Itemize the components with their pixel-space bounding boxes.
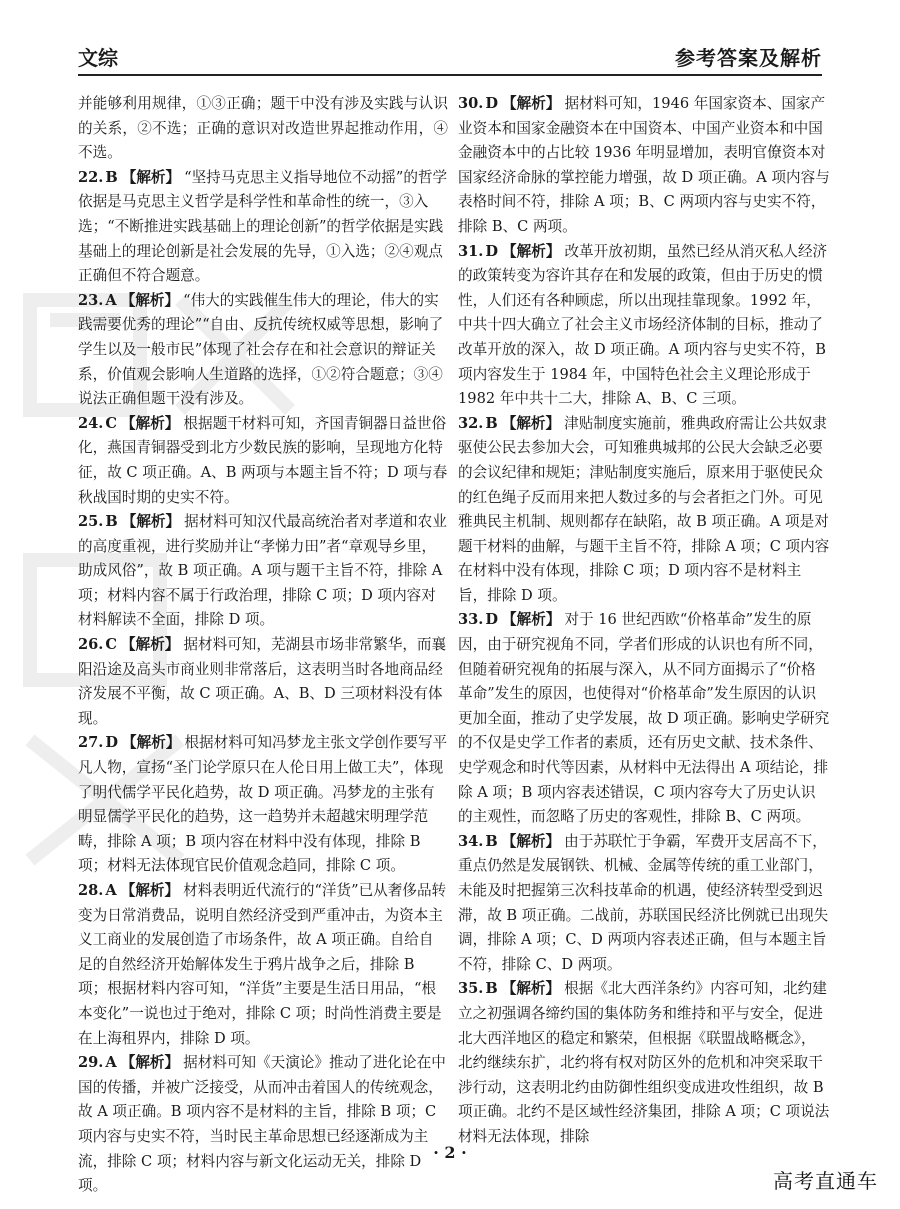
page-number: · 2 · [433, 1143, 467, 1162]
analysis-text: 据材料可知，芜湖县市场非常繁华，而襄阳沿途及高头市商业则非常落后，这表明当时各地商品经济发展不平衡，故 C 项正确。A、B、D 三项材料没有体现。 [78, 636, 447, 727]
question-number: 22. [78, 168, 104, 186]
right-answer-list [458, 92, 830, 1150]
analysis-text: 根据《北大西洋条约》内容可知，北约建立之初强调各缔约国的集体防务和维持和平与安全，促进北大西洋地区的稳定和繁荣，但根据《联盟战略概念》，北约继续东扩，北约将有权对防区外的危机和冲突采取干涉行动，这表明北约由防御性组织变成进攻性组织，故 B 项正确。北约不是区域性经济集团，排除 A 项；C 项说法材料无法体现，排除 [458, 980, 830, 1145]
answer-item [458, 92, 830, 240]
answer-item [78, 1051, 448, 1199]
answer-letter: D [485, 611, 499, 629]
analysis-tag: 【解析】 [502, 611, 561, 629]
left-column [78, 92, 448, 1199]
analysis-tag: 【解析】 [501, 414, 561, 432]
answer-letter: C [105, 414, 118, 432]
analysis-tag: 【解析】 [121, 636, 180, 654]
analysis-tag: 【解析】 [502, 95, 561, 112]
analysis-text: 据材料可知，1946 年国家资本、国家产业资本和国家金融资本在中国资本、中国产业资本和中国金融资本中的占比较 1936 年明显增加，表明官僚资本对国家经济命脉的掌控能力增强，故 D 项正确。A 项内容与表格时间不符，排除 A 项；B、C 两项内容与史实不符，排除 B、C 两项。 [458, 95, 830, 235]
answer-letter: C [105, 636, 118, 654]
answer-item [458, 412, 830, 609]
analysis-tag: 【解析】 [120, 1054, 180, 1072]
answer-item [78, 412, 448, 510]
analysis-tag: 【解析】 [502, 242, 561, 260]
analysis-tag: 【解析】 [122, 734, 181, 752]
question-number: 24. [78, 414, 104, 432]
analysis-tag: 【解析】 [121, 168, 181, 186]
corner-watermark: 高考直通车 [773, 1169, 878, 1193]
answer-letter: B [485, 414, 498, 432]
left-lead-paragraph: 并能够利用规律，①③正确；题干中没有涉及实践与认识的关系，②不选；正确的意识对改造世界起推动作用，④不选。 [78, 95, 448, 162]
analysis-tag: 【解析】 [501, 832, 561, 850]
answer-item [458, 608, 830, 829]
left-answer-list [78, 166, 448, 1199]
analysis-text: 根据题干材料可知，齐国青铜器日益世俗化，燕国青铜器受到北方少数民族的影响，呈现地方化特征，故 C 项正确。A、B 两项与本题主旨不符；D 项与春秋战国时期的史实不符。 [78, 414, 448, 506]
answer-letter: B [485, 832, 498, 850]
analysis-tag: 【解析】 [121, 414, 180, 432]
analysis-text: 由于苏联忙于争霸，军费开支居高不下，重点仍然是发展钢铁、机械、金属等传统的重工业部门，未能及时把握第三次科技革命的机遇，使经济转型受到迟滞，故 B 项正确。二战前，苏联国民经济比例就已出现失调，排除 A 项；C、D 两项内容表述正确，但与本题主旨不符，排除 C、D 两项。 [458, 832, 829, 973]
answer-letter: A [105, 1054, 117, 1072]
answer-letter: A [105, 882, 117, 899]
answer-letter: B [485, 980, 498, 998]
question-number: 27. [78, 734, 104, 752]
question-number: 28. [78, 882, 104, 899]
analysis-text: 材料表明近代流行的“洋货”已从奢侈品转变为日常消费品，说明自然经济受到严重冲击，为资本主义工商业的发展创造了市场条件，故 A 项正确。自给自足的自然经济开始解体发生于鸦片战争之后，排除 B 项；根据材料内容可知，“洋货”主要是生活日用品，“根本变化”一说也过于绝对，排除 C 项；时尚性消费主要是在上海租界内，排除 D 项。 [78, 882, 447, 1047]
analysis-tag: 【解析】 [121, 513, 181, 531]
answer-item [458, 977, 830, 1149]
analysis-text: “坚持马克思主义指导地位不动摇”的哲学依据是马克思主义哲学是科学性和革命性的统一，③入选；“不断推进实践基础上的理论创新”的哲学依据是实践基础上的理论创新是社会发展的先导，①入选；②④观点正确但不符合题意。 [78, 168, 448, 285]
answer-letter: A [105, 291, 117, 309]
question-number: 25. [78, 513, 104, 531]
question-number: 31. [458, 242, 484, 260]
question-number: 23. [78, 291, 104, 309]
answer-letter: B [105, 513, 118, 531]
analysis-text: 据材料可知汉代最高统治者对孝道和农业的高度重视，进行奖励并让“孝悌力田”者“章观导乡里，助成风俗”，故 B 项正确。A 项与题干主旨不符，排除 A 项；材料内容不属于行政治理，排除 C 项；D 项内容对材料解读不全面，排除 D 项。 [78, 513, 447, 629]
answer-item [78, 289, 448, 412]
question-number: 30. [458, 95, 484, 112]
question-number: 34. [458, 832, 484, 850]
question-number: 26. [78, 636, 104, 654]
analysis-tag: 【解析】 [120, 882, 180, 899]
question-number: 32. [458, 414, 484, 432]
answer-item [78, 166, 448, 289]
answer-letter: D [105, 734, 119, 752]
question-number: 29. [78, 1054, 104, 1072]
analysis-text: 津贴制度实施前，雅典政府需让公共奴隶驱使公民去参加大会，可知雅典城邦的公民大会缺乏必要的会议纪律和规矩；津贴制度实施后，原来用于驱使民众的红色绳子反而用来把人数过多的与会者拒之门外。可见雅典民主机制、规则都存在缺陷，故 B 项正确。A 项是对题干材料的曲解，与题干主旨不符，排除 A 项；C 项内容在材料中没有体现，排除 C 项；D 项内容不是材料主旨，排除 D 项。 [458, 414, 830, 604]
answer-letter: B [105, 168, 118, 186]
answer-item [78, 731, 448, 879]
answer-item [78, 633, 448, 731]
answer-item [458, 240, 830, 412]
answer-letter: D [485, 242, 499, 260]
analysis-tag: 【解析】 [120, 291, 180, 309]
header-title: 参考答案及解析 [675, 46, 822, 70]
right-column [458, 92, 830, 1150]
header-subject: 文综 [78, 46, 118, 70]
analysis-text: “伟大的实践催生伟大的理论，伟大的实践需要优秀的理论”“自由、反抗传统权威等思想，影响了学生以及一般市民”体现了社会存在和社会意识的辩证关系，价值观会影响人生道路的选择，①②符合题意；③④说法正确但题干没有涉及。 [78, 291, 444, 408]
answer-letter: D [485, 95, 499, 112]
analysis-text: 据材料可知《天演论》推动了进化论在中国的传播，并被广泛接受，从而冲击着国人的传统观念，故 A 项正确。B 项内容不是材料的主旨，排除 B 项；C 项内容与史实不符，当时民主革命思想已经逐渐成为主流，排除 C 项；材料内容与新文化运动无关，排除 D 项。 [78, 1054, 446, 1195]
answer-item [458, 830, 830, 978]
analysis-text: 对于 16 世纪西欧“价格革命”发生的原因，由于研究视角不同，学者们形成的认识也有所不同，但随着研究视角的拓展与深入，从不同方面揭示了“价格革命”发生的原因，也使得对“价格革命”发生原因的认识更加全面，推动了史学发展，故 D 项正确。影响史学研究的不仅是史学工作者的素质，还有历史文献、技术条件、史学观念和时代等因素，从材料中无法得出 A 项结论，排除 A 项；B 项内容表述错误，C 项内容夸大了历史认识的主观性，而忽略了历史的客观性，排除 B、C 两项。 [458, 611, 830, 826]
analysis-tag: 【解析】 [501, 980, 561, 998]
analysis-text: 根据材料可知冯梦龙主张文学创作要写平凡人物，宣扬“圣门论学原只在人伦日用上做工夫”，体现了明代儒学平民化趋势，故 D 项正确。冯梦龙的主张有明显儒学平民化的趋势，这一趋势并未超越宋明理学范畴，排除 A 项；B 项内容在材料中没有体现，排除 B 项；材料无法体现官民价值观念趋同，排除 C 项。 [78, 734, 448, 875]
question-number: 33. [458, 611, 484, 629]
answer-item [78, 510, 448, 633]
question-number: 35. [458, 980, 484, 998]
analysis-text: 改革开放初期，虽然已经从消灭私人经济的政策转变为容许其存在和发展的政策，但由于历史的惯性，人们还有各种顾虑，所以出现挂靠现象。1992 年，中共十四大确立了社会主义市场经济体制的目标，推动了改革开放的深入，故 D 项正确。A 项内容与史实不符，B 项内容发生于 1984 年，中国特色社会主义理论形成于 1982 年中共十二大，排除 A、B、C 三项。 [458, 242, 828, 408]
answer-item [78, 879, 448, 1051]
page-header [78, 40, 822, 76]
